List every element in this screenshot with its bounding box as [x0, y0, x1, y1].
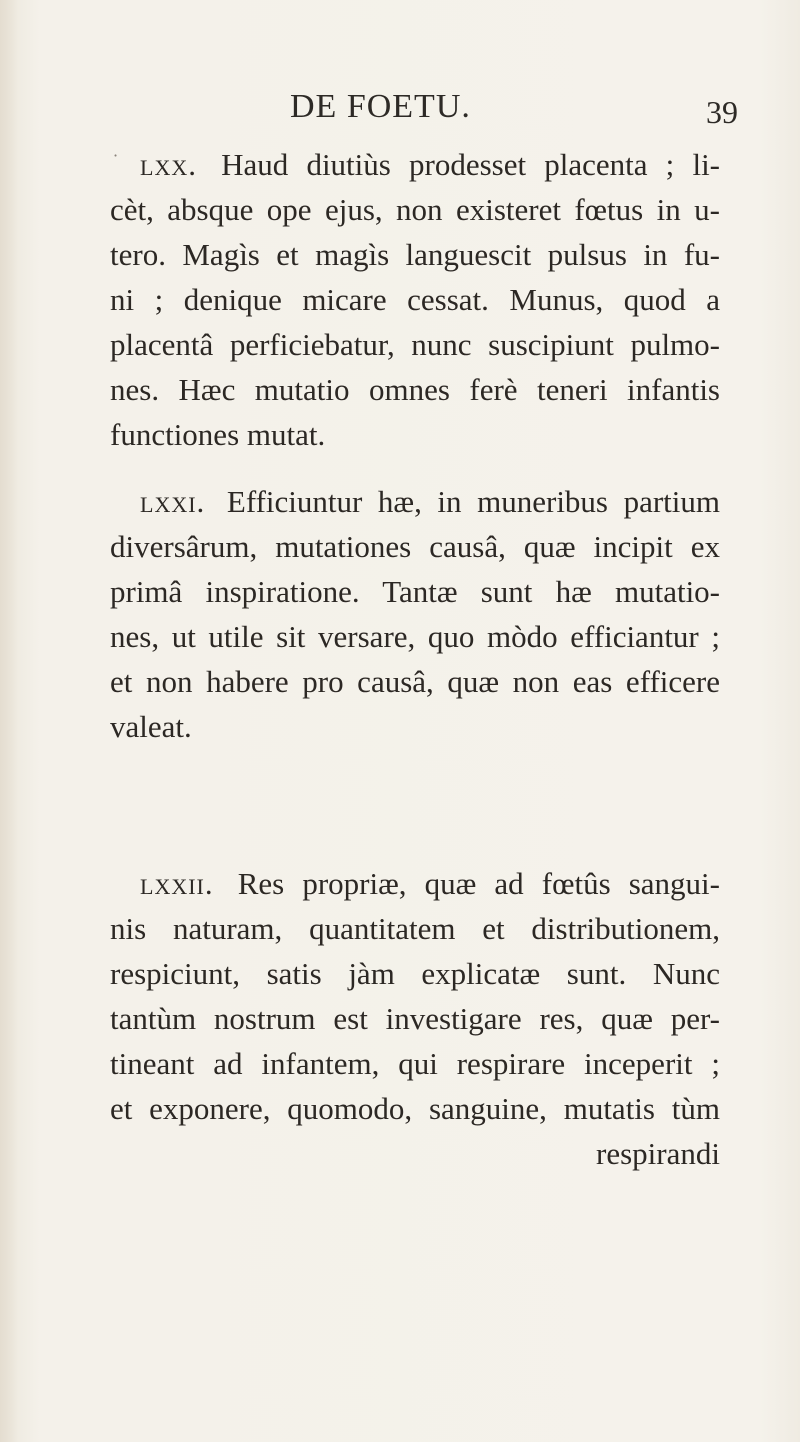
paragraph-number: lxx.	[140, 147, 197, 182]
page-number: 39	[706, 94, 738, 130]
margin-tick: ·	[113, 146, 119, 165]
text-line: ni ; denique micare cessat. Munus, quod a	[110, 282, 720, 317]
gutter-shadow	[0, 0, 18, 1442]
text-line: tineant ad infantem, qui respirare inceperit ;	[110, 1046, 720, 1081]
text-line: et non habere pro causâ, quæ non eas efficere	[110, 664, 720, 699]
text-line: valeat.	[110, 709, 192, 744]
running-head	[0, 86, 800, 136]
text-line: nes, ut utile sit versare, quo mòdo efficiantur ;	[110, 619, 720, 654]
catchword: respirandi	[596, 1136, 720, 1171]
text-line: respiciunt, satis jàm explicatæ sunt. Nunc	[110, 956, 720, 991]
paragraph-first-line	[140, 864, 720, 904]
text-line: nes. Hæc mutatio omnes ferè teneri infantis	[110, 372, 720, 407]
paragraph-first-line	[140, 482, 720, 522]
text-line: cèt, absque ope ejus, non existeret fœtus in u-	[110, 192, 720, 227]
text-line: placentâ perficiebatur, nunc suscipiunt pulmo-	[110, 327, 720, 362]
text-line: et exponere, quomodo, sanguine, mutatis tùm	[110, 1091, 720, 1126]
text-line: tero. Magìs et magìs languescit pulsus in fu-	[110, 237, 720, 272]
text-line: primâ inspiratione. Tantæ sunt hæ mutatio-	[110, 574, 720, 609]
text-line: nis naturam, quantitatem et distributionem,	[110, 911, 720, 946]
text-line: functiones mutat.	[110, 417, 326, 452]
paragraph-number: lxxi.	[140, 484, 206, 519]
text-line: diversârum, mutationes causâ, quæ incipit ex	[110, 529, 720, 564]
paragraph-lead-text: Efficiuntur hæ, in muneribus partium	[226, 484, 721, 519]
paragraph-lead-text: Res propriæ, quæ ad fœtûs sangui-	[237, 866, 720, 901]
paragraph-first-line	[140, 145, 720, 185]
running-title: DE FOETU.	[290, 88, 471, 125]
text-line: tantùm nostrum est investigare res, quæ per-	[110, 1001, 720, 1036]
paragraph-lead-text: Haud diutiùs prodesset placenta ; li-	[221, 147, 721, 182]
paragraph-number: lxxii.	[140, 866, 214, 901]
